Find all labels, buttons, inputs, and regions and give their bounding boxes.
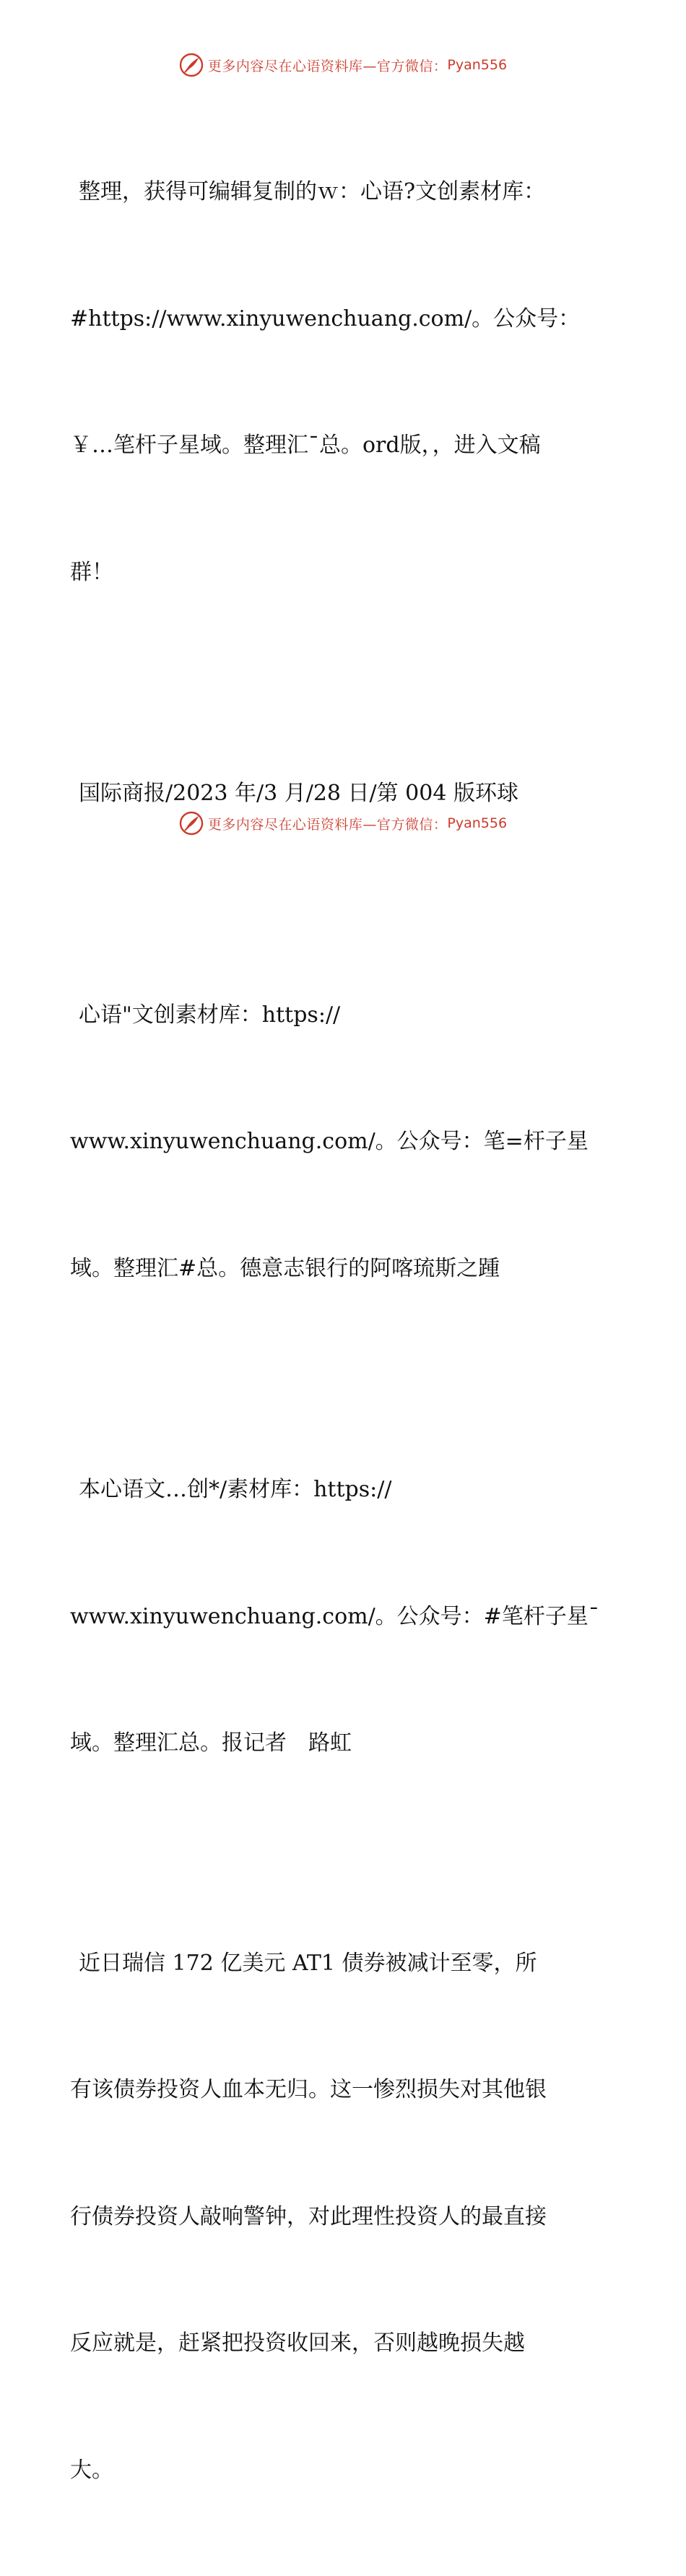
paragraph-notice (70, 87, 626, 678)
banner-text: 更多内容尽在心语资料库—官方微信： (208, 814, 448, 833)
text-line: 本心语文…创*/素材库：https:// (70, 1469, 626, 1512)
banner-wechat-id: Pyan556 (447, 57, 507, 73)
paragraph-title (70, 910, 626, 1375)
text-line: ￥…笔杆子星域。整理汇¯总。ord版，，进入文稿 (70, 425, 626, 467)
header-banner (0, 51, 686, 79)
paragraph-body (70, 1858, 626, 2576)
footer-banner (0, 809, 686, 838)
paragraph-source (70, 688, 626, 900)
text-line: www.xinyuwenchuang.com/。公众号：笔=杆子星 (70, 1121, 626, 1163)
banner-text: 更多内容尽在心语资料库—官方微信： (208, 56, 448, 75)
document-body (70, 87, 626, 2576)
text-line: 域。整理汇总。报记者 路虹 (70, 1722, 626, 1765)
text-line: 反应就是，赶紧把投资收回来，否则越晚损失越 (70, 2323, 626, 2365)
text-line: www.xinyuwenchuang.com/。公众号：#笔杆子星¯ (70, 1596, 626, 1639)
text-line: 近日瑞信 172 亿美元 AT1 债券被减计至零，所 (70, 1943, 626, 1985)
banner-wechat-id: Pyan556 (447, 815, 507, 831)
text-line: 有该债券投资人血本无归。这一惨烈损失对其他银 (70, 2069, 626, 2112)
text-line: 域。整理汇#总。德意志银行的阿喀琉斯之踵 (70, 1248, 626, 1291)
text-line: 大。 (70, 2450, 626, 2492)
text-line: 行债券投资人敲响警钟，对此理性投资人的最直接 (70, 2196, 626, 2239)
text-line: 心语"文创素材库：https:// (70, 994, 626, 1037)
text-line: #https://www.xinyuwenchuang.com/。公众号： (70, 298, 626, 341)
quill-pen-logo-icon (179, 811, 204, 836)
paragraph-byline (70, 1384, 626, 1849)
text-line: 群！ (70, 552, 626, 594)
text-line: 整理，获得可编辑复制的ｗ：心语?文创素材库： (70, 171, 626, 214)
text-line: 国际商报/2023 年/3 月/28 日/第 004 版环球 (70, 773, 626, 815)
quill-pen-logo-icon (179, 53, 204, 77)
